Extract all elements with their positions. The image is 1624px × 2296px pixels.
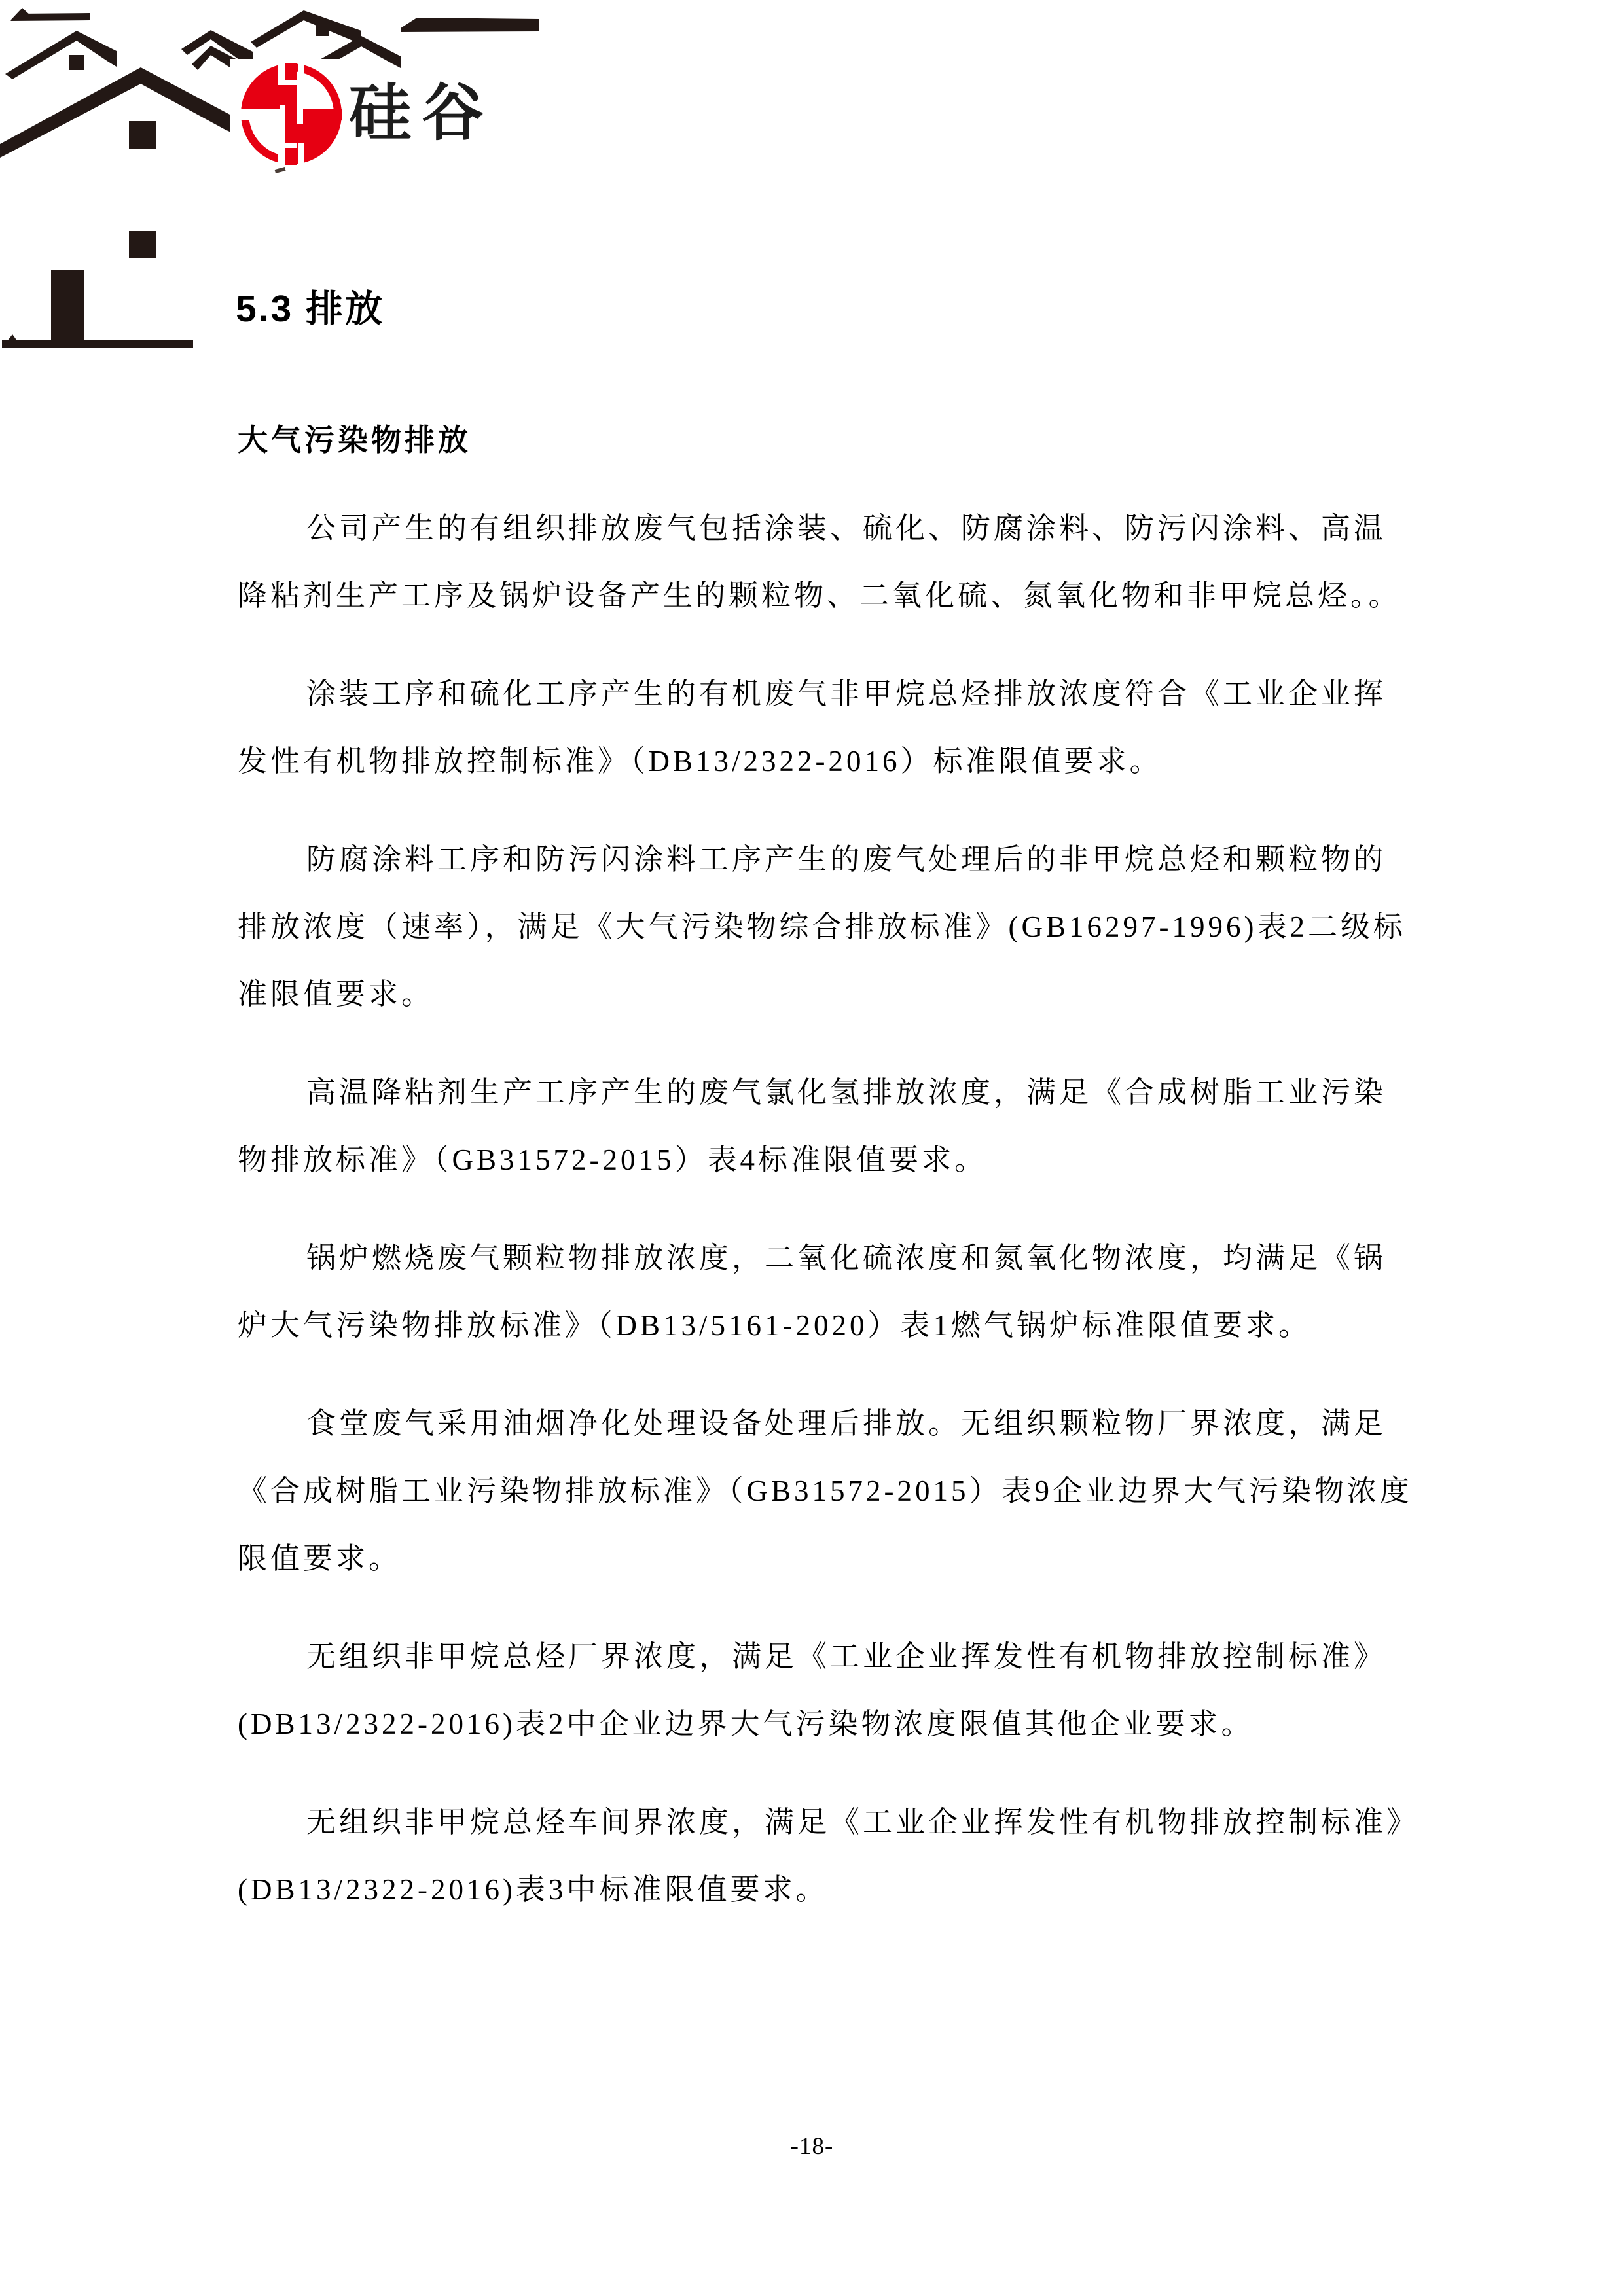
text-line: 无组织非甲烷总烃车间界浓度，满足《工业企业挥发性有机物排放控制标准》 xyxy=(306,1806,1420,1839)
emblem-bottom-slit-left xyxy=(278,143,285,168)
emblem-top-slit-left xyxy=(278,60,285,85)
rooftop-chimney-roof xyxy=(251,10,361,48)
text-line: 排放浓度（速率），满足《大气污染物综合排放标准》(GB16297-1996)表2二级标 xyxy=(238,910,1406,943)
emblem-center-square xyxy=(285,109,297,120)
text-line: 降粘剂生产工序及锅炉设备产生的颗粒物、二氧化硫、氮氧化物和非甲烷总烃。。 xyxy=(238,579,1401,612)
text-line: (DB13/2322-2016)表2中企业边界大气污染物浓度限值其他企业要求。 xyxy=(238,1708,1254,1740)
emblem-bar-lower xyxy=(285,119,297,143)
rooftop-roof-1 xyxy=(5,31,117,79)
body-content xyxy=(238,406,1420,1924)
paragraph xyxy=(238,1789,1420,1924)
paragraph xyxy=(238,1623,1386,1758)
text-line: 高温降粘剂生产工序产生的废气氯化氢排放浓度，满足《合成树脂工业污染 xyxy=(306,1076,1387,1109)
paragraph xyxy=(238,826,1406,1028)
emblem-top-dash xyxy=(285,63,297,80)
paragraph xyxy=(238,1390,1413,1592)
text-line: 食堂废气采用油烟净化处理设备处理后排放。无组织颗粒物厂界浓度，满足 xyxy=(306,1407,1387,1440)
paragraph xyxy=(238,1225,1386,1359)
emblem-bottom-dash xyxy=(285,148,297,165)
emblem-top-slit-right xyxy=(298,60,304,85)
rooftop-base-bar xyxy=(2,340,193,348)
subsection-title: 大气污染物排放 xyxy=(238,423,471,457)
text-line: 炉大气污染物排放标准》（DB13/5161-2020）表1燃气锅炉标准限值要求。 xyxy=(238,1309,1312,1342)
paragraph xyxy=(238,1059,1386,1194)
logo-brand-text: 硅谷 xyxy=(349,79,495,148)
text-line: 物排放标准》（GB31572-2015）表4标准限值要求。 xyxy=(238,1143,987,1176)
page-number: -18- xyxy=(790,2133,834,2160)
rooftop-right-bar xyxy=(401,18,539,32)
rooftop-window-1 xyxy=(69,55,84,70)
emblem-top-gap xyxy=(285,80,297,85)
section-heading: 5.3 排放 xyxy=(236,288,385,330)
paragraph xyxy=(238,495,1401,630)
emblem-bar-upper xyxy=(285,84,297,110)
rooftop-tower xyxy=(51,270,84,347)
emblem-center-slit-right xyxy=(297,105,303,124)
text-line: 无组织非甲烷总烃厂界浓度，满足《工业企业挥发性有机物排放控制标准》 xyxy=(306,1640,1387,1673)
rooftop-top-bar xyxy=(10,13,90,21)
rooftop-window-2 xyxy=(129,121,156,149)
emblem-bottom-slit-right xyxy=(298,143,304,168)
emblem-center-slit-left xyxy=(280,105,285,124)
text-line: 《合成树脂工业污染物排放标准》（GB31572-2015）表9企业边界大气污染物浓度 xyxy=(238,1475,1413,1507)
text-line: 涂装工序和硫化工序产生的有机废气非甲烷总烃排放浓度符合《工业企业挥 xyxy=(306,677,1387,710)
text-line: 准限值要求。 xyxy=(238,978,435,1011)
text-line: 防腐涂料工序和防污闪涂料工序产生的废气处理后的非甲烷总烃和颗粒物的 xyxy=(306,843,1387,876)
emblem-bottom-gap xyxy=(285,143,297,148)
rooftop-chimney xyxy=(316,24,329,36)
text-line: 锅炉燃烧废气颗粒物排放浓度，二氧化硫浓度和氮氧化物浓度，均满足《锅 xyxy=(306,1242,1387,1274)
text-line: 限值要求。 xyxy=(238,1542,402,1575)
paragraph xyxy=(238,660,1386,795)
rooftop-window-3 xyxy=(129,231,156,258)
text-line: 发性有机物排放控制标准》（DB13/2322-2016）标准限值要求。 xyxy=(238,745,1163,778)
text-line: 公司产生的有组织排放废气包括涂装、硫化、防腐涂料、防污闪涂料、高温 xyxy=(306,512,1387,545)
text-line: (DB13/2322-2016)表3中标准限值要求。 xyxy=(238,1873,829,1906)
rooftop-roof-2 xyxy=(0,67,242,158)
